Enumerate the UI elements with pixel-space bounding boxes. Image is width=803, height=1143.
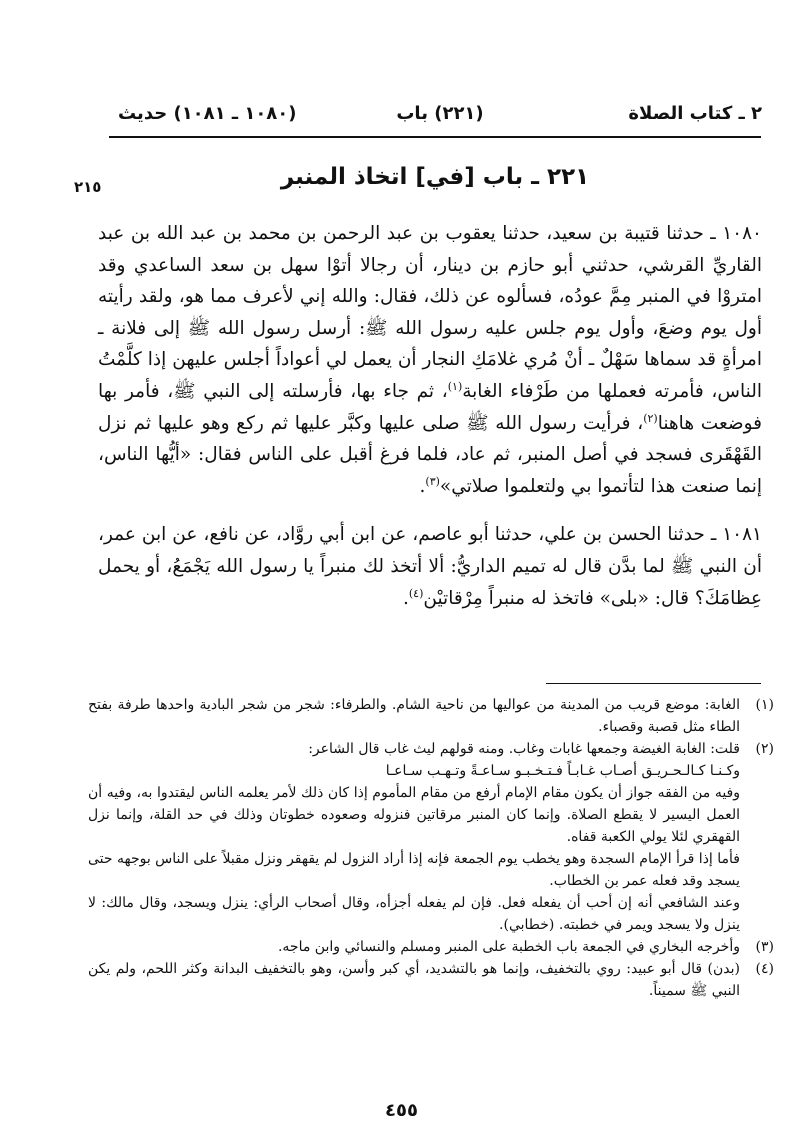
hadith-1081: [98, 519, 762, 614]
header-divider: [109, 136, 761, 138]
footnote-number: (٣): [755, 939, 774, 955]
hadith-1080: [98, 218, 762, 502]
header-hadith-range: (١٠٨٠ ـ ١٠٨١) حديث: [118, 103, 297, 124]
footnote-ref: (٣): [425, 474, 440, 488]
page-number: ٤٥٥: [385, 1100, 418, 1121]
header-bab-number: (٢٢١) باب: [396, 103, 484, 124]
footnote-text: وأخرجه البخاري في الجمعة باب الخطبة على المنبر ومسلم والنسائي وابن ماجه.: [277, 939, 740, 955]
running-header: [118, 103, 762, 129]
footnote-text: (بدن) قال أبو عبيد: روي بالتخفيف، وإنما هو بالتشديد، أي كبر وأسن، وهو بالتخفيف البدانة وكثر اللحم، ولم يكن النبي ﷺ سميناً.: [88, 961, 740, 999]
footnote-verse: وكـنـا كـالـحـريـق أصـاب غـابـاً فـتـخـبـو سـاعـةً وتـهـب سـاعـا: [385, 763, 740, 779]
footnote-number: (٤): [755, 961, 774, 977]
hadith-text: .: [419, 475, 426, 497]
footnote-1: [88, 694, 774, 738]
side-reference-number: ٢١٥: [74, 178, 102, 196]
header-book-chapter: ٢ ـ كتاب الصلاة: [628, 103, 762, 124]
hadith-text: ١٠٨١ ـ حدثنا الحسن بن علي، حدثنا أبو عاصم، عن ابن أبي روَّاد، عن نافع، عن ابن عمر، أن النبي ﷺ لما بدَّن قال له تميم الداريُّ: ألا أتخذ لك منبراً يا رسول الله يَجْمَعُ، أو يحمل عِظامَكَ؟ قال: «بلى» فاتخذ له منبراً مِرْقاتيْن: [98, 524, 762, 609]
hadith-text: ، فرأيت رسول الله ﷺ صلى عليها وكبَّر عليها ثم ركع وهو عليها ثم نزل القَهْقَرى فسجد في أصل المنبر، ثم عاد، فلما فرغ أقبل على الناس فقال: «أيُّها الناس، إنما صنعت هذا لتأتموا بي ولتعلموا صلاتي»: [98, 412, 762, 497]
footnote-number: (٢): [755, 741, 774, 757]
footnote-divider: [546, 683, 761, 684]
footnote-ref: (١): [447, 379, 463, 393]
chapter-title: ٢٢١ ـ باب [في] اتخاذ المنبر: [280, 164, 590, 190]
main-text: [98, 218, 762, 614]
footnote-text: الغابة: موضع قريب من المدينة من عواليها من ناحية الشام. والطرفاء: شجر من شجر البادية واحدها طرفة بفتح الطاء مثل قصبة وقصباء.: [88, 697, 740, 735]
footnote-3: [88, 936, 774, 958]
footnote-ref: (٤): [408, 586, 424, 600]
hadith-text: ، ثم جاء بها، فأرسلته إلى النبي ﷺ، فأمر بها فوضعت هاهنا: [98, 380, 762, 434]
footnote-4: [88, 958, 774, 1002]
footnotes: [88, 694, 774, 1002]
hadith-text: .: [402, 587, 409, 609]
hadith-text: ١٠٨٠ ـ حدثنا قتيبة بن سعيد، حدثنا يعقوب بن عبد الرحمن بن محمد بن عبد الله بن عبد القاريِّ القرشي، حدثني أبو حازم بن دينار، أن رجالا أتوْا سهل بن سعد الساعدي وقد امتروْا في المنبر مِمَّ عودُه، فسألوه عن ذلك، فقال: والله إني لأعرف مما هو، ولقد رأيته أول يوم وضعَ، وأول يوم جلس عليه رسول الله ﷺ: أرسل رسول الله ﷺ إلى فلانة ـ امرأةٍ قد سماها سَهْلٌ ـ أنْ مُري غلامَكِ النجار أن يعمل لي أعواداً أجلس عليهن إذا كلَّمْتُ الناس، فأمرته فعملها من طَرْفاء الغابة: [98, 223, 762, 402]
footnote-text: وعند الشافعي أنه إن أحب أن يفعله فعل. فإن لم يفعله أجزأه، وقال أصحاب الرأي: ينزل ويسجد، وقال مالك: لا ينزل ولا يسجد ويمر في خطبته. (خطابي).: [88, 895, 740, 933]
footnote-text: وفيه من الفقه جواز أن يكون مقام الإمام أرفع من مقام المأموم إذا كان ذلك لأمر يعلمه الناس ليقتدوا به، وفيه أن العمل اليسير لا يقطع الصلاة. وإنما كان المنبر مرقاتين فنزوله وصعوده خطوتان وذلك في حد القلة، وإنما نزل القهقري لئلا يولي الكعبة قفاه.: [88, 785, 740, 845]
footnote-text: قلت: الغابة الغيضة وجمعها غابات وغاب. ومنه قولهم ليث غاب قال الشاعر:: [308, 741, 740, 757]
footnote-text: فأما إذا قرأ الإمام السجدة وهو يخطب يوم الجمعة فإنه إذا أراد النزول لم يقهقر ونزل مقبلاً على الناس بوجهه حتى يسجد وقد فعله عمر بن الخطاب.: [87, 851, 740, 889]
footnote-ref: (٢): [643, 411, 658, 425]
footnote-number: (١): [755, 697, 774, 713]
footnote-2: [88, 738, 774, 936]
